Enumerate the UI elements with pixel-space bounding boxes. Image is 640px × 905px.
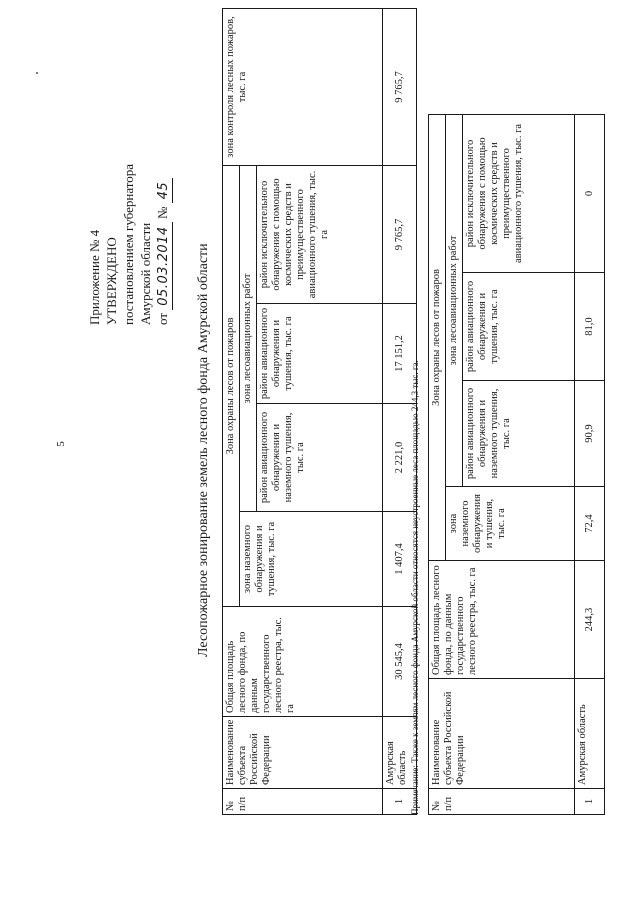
cell-subject: Амурская область — [575, 679, 605, 789]
cell-aviation-ground: 2 221,0 — [383, 404, 417, 512]
header-subject: Наименование субъекта Российской Федерации — [223, 717, 383, 789]
cell-ground: 72,4 — [575, 487, 605, 561]
header-subject: Наименование субъекта Российской Федерации — [429, 679, 575, 789]
cell-area: 244,3 — [575, 561, 605, 679]
header-protection-zone: Зона охраны лесов от пожаров — [429, 114, 446, 560]
header-control-zone: зона контроля лесных пожаров, тыс. га — [223, 8, 383, 165]
cell-space-detection: 0 — [575, 114, 605, 272]
decree-date-line — [154, 164, 173, 325]
cell-aviation-ground: 90,9 — [575, 381, 605, 487]
appendix-label: Приложение № 4 — [87, 229, 102, 325]
header-area: Общая площадь лесного фонда, по данным государственного лесного реестра, тыс. га — [223, 607, 383, 717]
header-num: № п/п — [223, 789, 383, 815]
number-prefix: № — [155, 206, 170, 220]
header-aviation-ground: район авиационного обнаружения и наземного тушения, тыс. га — [463, 381, 575, 487]
header-space-detection: район исключительного обнаружения с помощью космических средств и преимущественного авиационного тушения, тыс. га — [257, 165, 383, 303]
header-aviation-full: район авиационного обнаружения и тушения, тыс. га — [257, 304, 383, 404]
zoning-table-main — [222, 8, 417, 815]
handwritten-number: 45 — [155, 178, 173, 204]
table-header-row — [429, 114, 446, 814]
header-num: № п/п — [429, 789, 575, 815]
header-aviation-full: район авиационного обнаружения и тушения, тыс. га — [463, 273, 575, 381]
header-aviation-zone: зона лесоавиационных работ — [446, 114, 463, 486]
header-aviation-ground: район авиационного обнаружения и наземного тушения, тыс. га — [257, 404, 383, 512]
header-protection-zone: Зона охраны лесов от пожаров — [223, 165, 240, 606]
cell-aviation-full: 81,0 — [575, 273, 605, 381]
cell-num: 1 — [575, 789, 605, 815]
decree-label: постановлением губернатора — [121, 163, 136, 325]
cell-area: 30 545,4 — [383, 607, 417, 717]
header-area: Общая площадь лесного фонда, по данным государственного лесного реестра, тыс. га — [429, 561, 575, 679]
header-space-detection: район исключительного обнаружения с помощью космических средств и преимущественного авиационного тушения, тыс. га — [463, 114, 575, 272]
date-prefix: от — [155, 312, 170, 325]
region-label: Амурской области — [138, 222, 153, 325]
cell-control: 9 765,7 — [383, 8, 417, 165]
header-aviation-zone: зона лесоавиационных работ — [240, 165, 257, 511]
header-ground-zone: зона наземного обнаружения и тушения, тыс. га — [446, 487, 575, 561]
handwritten-date: 05.03.2014 — [155, 222, 173, 309]
approved-label: УТВЕРЖДЕНО — [104, 237, 119, 325]
table-row — [575, 114, 605, 814]
cell-num: 1 — [383, 789, 417, 815]
cell-ground: 1 407,4 — [383, 512, 417, 607]
page-number: 5 — [54, 441, 67, 447]
table-header-row — [223, 8, 240, 814]
approval-block — [86, 164, 173, 325]
cell-space-detection: 9 765,7 — [383, 165, 417, 303]
document-title: Лесопожарное зонирование земель лесного фонда Амурской области — [196, 243, 211, 657]
cell-aviation-full: 17 151,2 — [383, 304, 417, 404]
cell-subject: Амурская область — [383, 717, 417, 789]
zoning-table-unmanaged — [428, 114, 605, 815]
table-note: Примечание: Также к землям лесного фонда Амурской области относятся неустроенные леса площадью 244,3 тыс. га. — [410, 360, 420, 815]
header-ground-zone: зона наземного обнаружения и тушения, тыс. га — [240, 512, 383, 607]
